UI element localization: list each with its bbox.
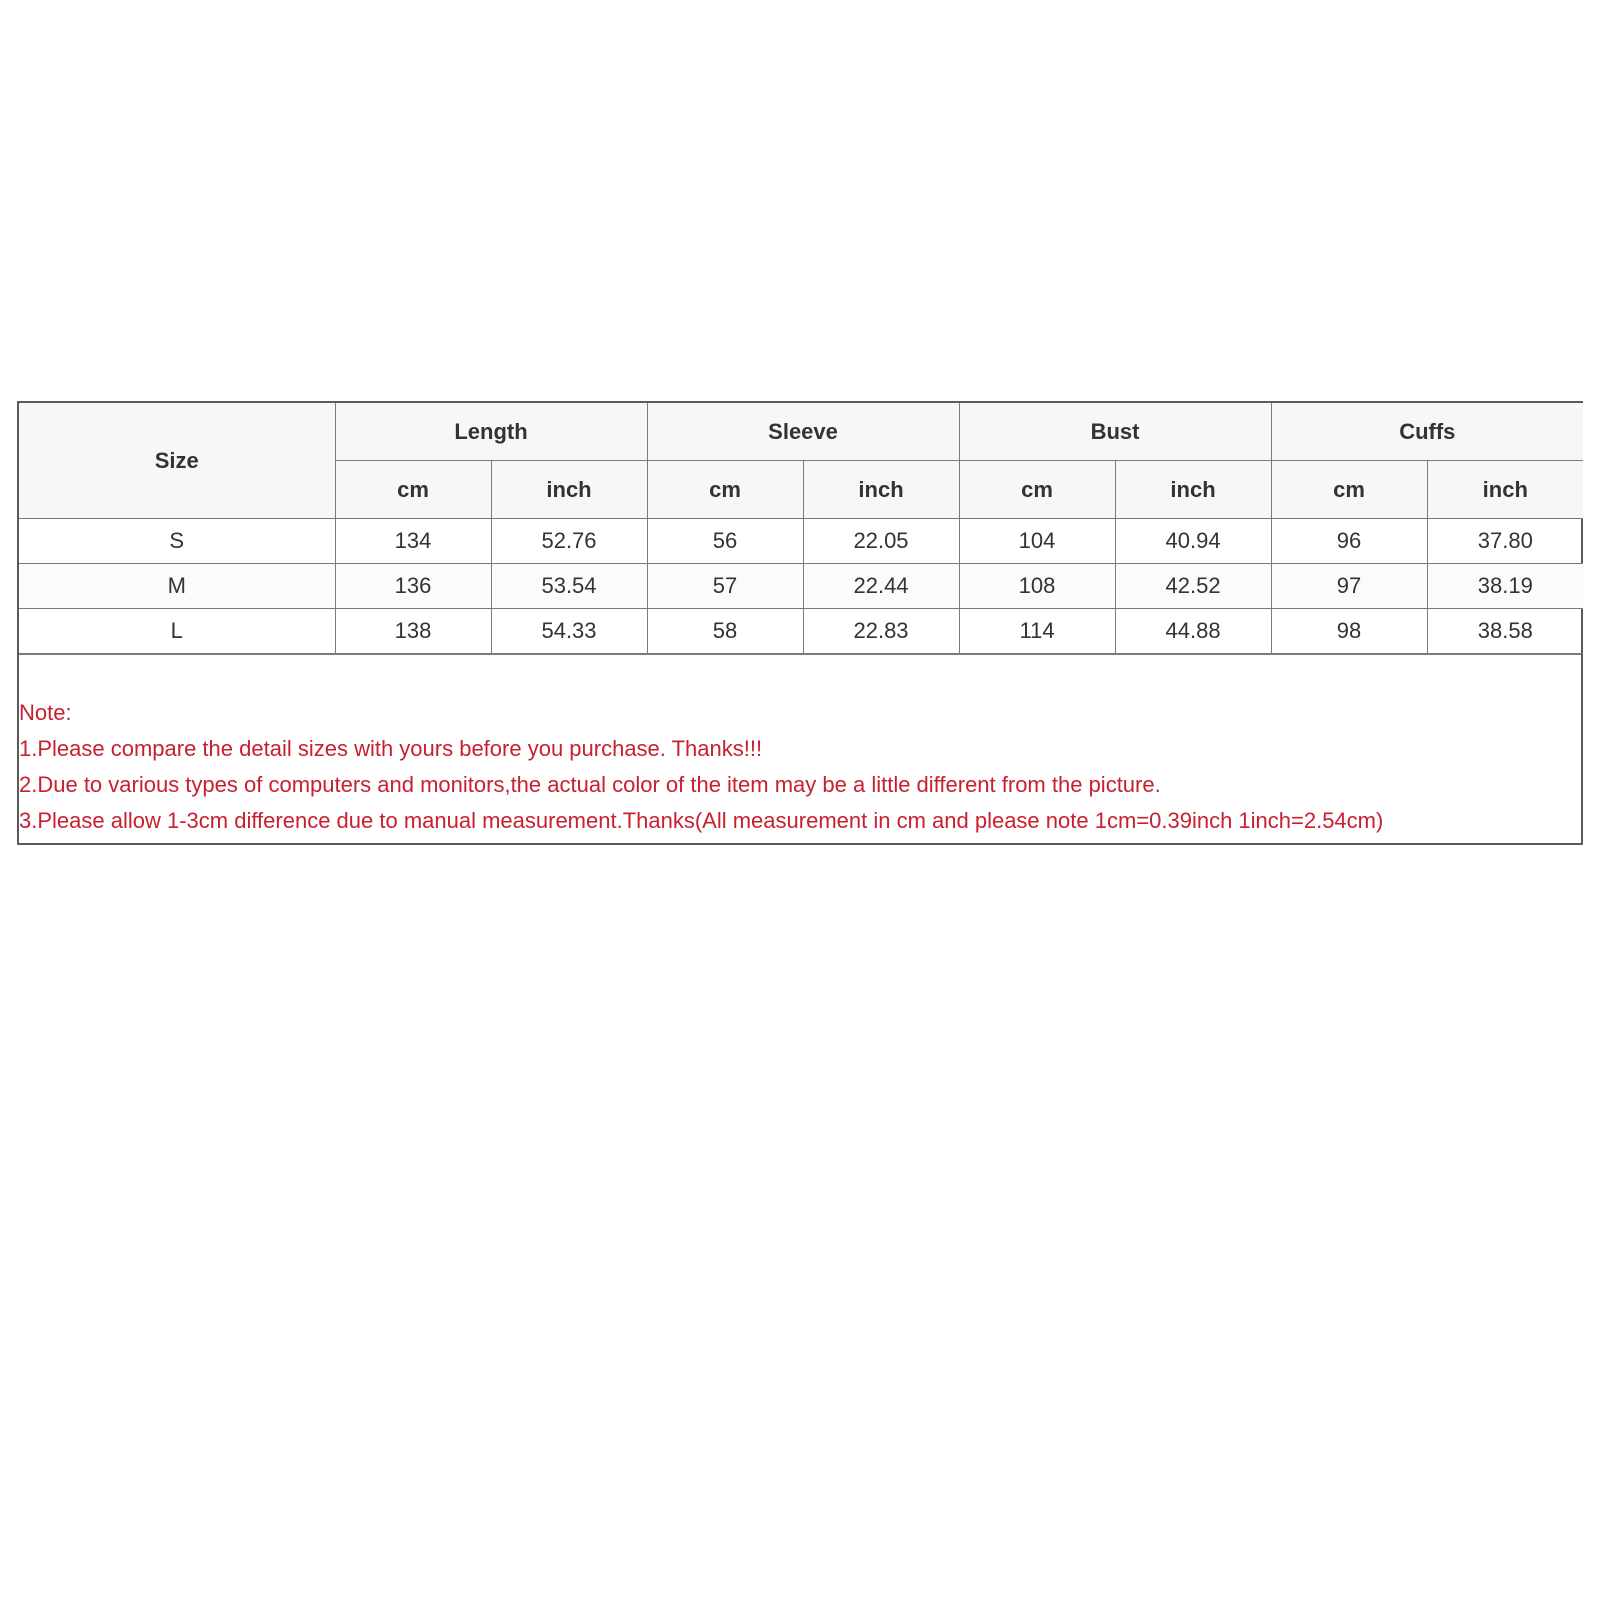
table-cell: 22.44 (803, 564, 959, 609)
group-header-sleeve: Sleeve (647, 403, 959, 461)
table-cell: 108 (959, 564, 1115, 609)
notes-section (19, 654, 1581, 843)
unit-header-cm: cm (959, 461, 1115, 519)
table-cell: 96 (1271, 519, 1427, 564)
table-cell: 53.54 (491, 564, 647, 609)
table-cell: 52.76 (491, 519, 647, 564)
table-cell: 42.52 (1115, 564, 1271, 609)
unit-header-cm: cm (647, 461, 803, 519)
table-cell: 54.33 (491, 609, 647, 654)
size-cell: S (19, 519, 335, 564)
note-line: 3.Please allow 1-3cm difference due to manual measurement.Thanks(All measurement in cm and please note 1cm=0.39inch 1inch=2.54cm) (19, 808, 1384, 833)
note-line: 2.Due to various types of computers and monitors,the actual color of the item may be a little different from the picture. (19, 772, 1161, 797)
note-line: 1.Please compare the detail sizes with yours before you purchase. Thanks!!! (19, 736, 763, 761)
table-row (19, 519, 1583, 564)
unit-header-inch: inch (491, 461, 647, 519)
table-cell: 114 (959, 609, 1115, 654)
table-cell: 37.80 (1427, 519, 1583, 564)
table-cell: 98 (1271, 609, 1427, 654)
unit-header-inch: inch (803, 461, 959, 519)
table-cell: 38.58 (1427, 609, 1583, 654)
table-cell: 22.05 (803, 519, 959, 564)
table-row (19, 609, 1583, 654)
table-cell: 38.19 (1427, 564, 1583, 609)
table-cell: 138 (335, 609, 491, 654)
table-row (19, 564, 1583, 609)
unit-header-cm: cm (335, 461, 491, 519)
size-header: Size (19, 403, 335, 519)
size-chart (17, 401, 1583, 845)
table-cell: 136 (335, 564, 491, 609)
unit-header-inch: inch (1115, 461, 1271, 519)
table-cell: 57 (647, 564, 803, 609)
unit-header-inch: inch (1427, 461, 1583, 519)
size-table (19, 403, 1583, 654)
size-cell: L (19, 609, 335, 654)
group-header-row (19, 403, 1583, 461)
table-cell: 134 (335, 519, 491, 564)
table-cell: 40.94 (1115, 519, 1271, 564)
size-cell: M (19, 564, 335, 609)
table-cell: 22.83 (803, 609, 959, 654)
table-cell: 104 (959, 519, 1115, 564)
table-cell: 97 (1271, 564, 1427, 609)
group-header-bust: Bust (959, 403, 1271, 461)
unit-header-cm: cm (1271, 461, 1427, 519)
table-cell: 58 (647, 609, 803, 654)
group-header-length: Length (335, 403, 647, 461)
table-cell: 44.88 (1115, 609, 1271, 654)
notes-title: Note: (19, 700, 72, 725)
group-header-cuffs: Cuffs (1271, 403, 1583, 461)
table-cell: 56 (647, 519, 803, 564)
